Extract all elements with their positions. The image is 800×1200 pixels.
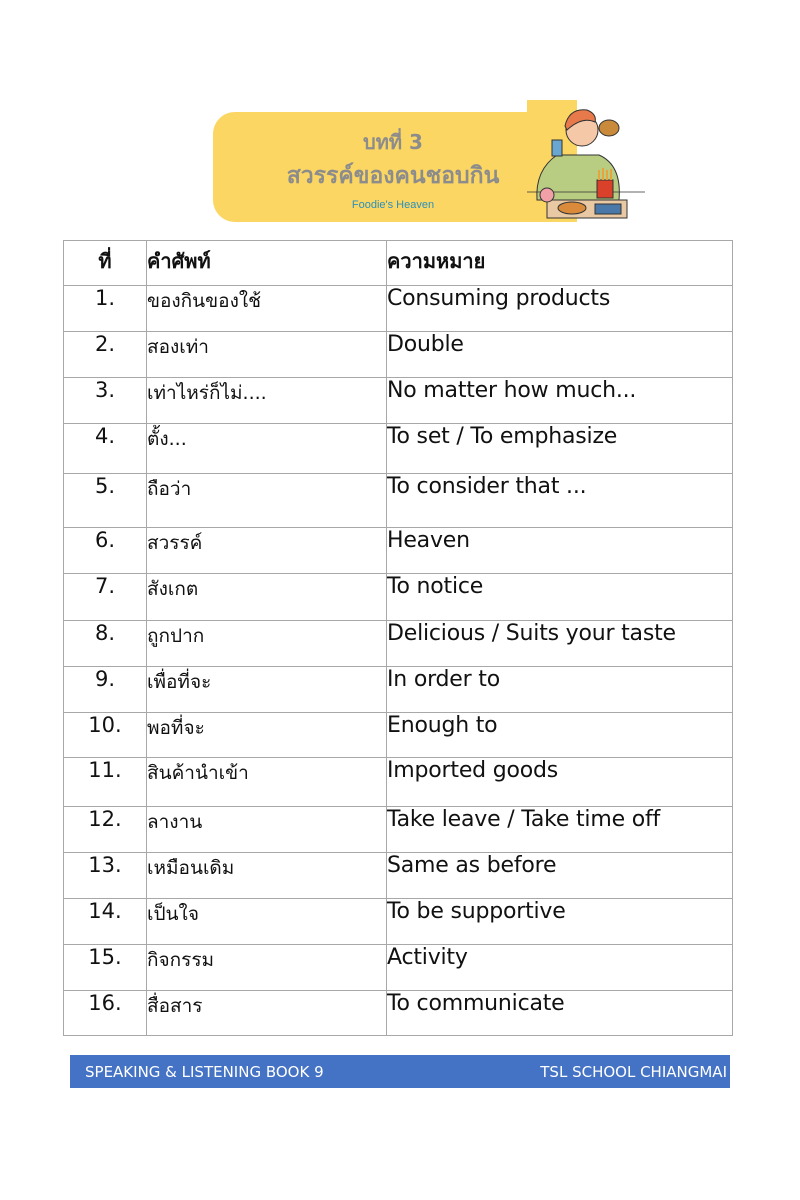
row-number: 2.: [64, 332, 147, 378]
table-row: [64, 286, 733, 332]
table-row: [64, 574, 733, 621]
table-header-row: [64, 241, 733, 286]
table-row: [64, 991, 733, 1036]
row-number: 6.: [64, 528, 147, 574]
row-thai-word: สินค้านำเข้า: [147, 758, 387, 807]
row-number: 13.: [64, 853, 147, 899]
table-row: [64, 899, 733, 945]
row-number: 3.: [64, 378, 147, 424]
row-thai-word: พอที่จะ: [147, 713, 387, 758]
lesson-title-english: Foodie's Heaven: [351, 199, 435, 211]
table-row: [64, 807, 733, 853]
row-meaning: To communicate: [387, 991, 733, 1036]
row-thai-word: เหมือนเดิม: [147, 853, 387, 899]
lesson-banner: [213, 112, 573, 222]
lesson-number: บทที่ 3: [363, 130, 423, 154]
row-thai-word: ถูกปาก: [147, 621, 387, 667]
row-number: 14.: [64, 899, 147, 945]
row-thai-word: สื่อสาร: [147, 991, 387, 1036]
row-number: 15.: [64, 945, 147, 991]
row-meaning: To set / To emphasize: [387, 424, 733, 474]
table-row: [64, 332, 733, 378]
row-number: 1.: [64, 286, 147, 332]
table-row: [64, 713, 733, 758]
row-thai-word: เพื่อที่จะ: [147, 667, 387, 713]
row-thai-word: กิจกรรม: [147, 945, 387, 991]
row-thai-word: เป็นใจ: [147, 899, 387, 945]
table-row: [64, 758, 733, 807]
row-number: 9.: [64, 667, 147, 713]
row-meaning: To consider that ...: [387, 474, 733, 528]
table-row: [64, 424, 733, 474]
row-meaning: No matter how much...: [387, 378, 733, 424]
footer-book-title: SPEAKING & LISTENING BOOK 9: [85, 1063, 324, 1081]
row-thai-word: ถือว่า: [147, 474, 387, 528]
header-meaning: ความหมาย: [387, 241, 733, 286]
row-number: 11.: [64, 758, 147, 807]
row-number: 7.: [64, 574, 147, 621]
table-row: [64, 667, 733, 713]
row-thai-word: ตั้ง...: [147, 424, 387, 474]
row-meaning: Enough to: [387, 713, 733, 758]
row-number: 4.: [64, 424, 147, 474]
row-thai-word: ของกินของใช้: [147, 286, 387, 332]
row-number: 8.: [64, 621, 147, 667]
page-footer: [70, 1055, 730, 1088]
table-row: [64, 378, 733, 424]
row-meaning: Heaven: [387, 528, 733, 574]
row-thai-word: สังเกต: [147, 574, 387, 621]
table-row: [64, 474, 733, 528]
row-number: 12.: [64, 807, 147, 853]
row-thai-word: สองเท่า: [147, 332, 387, 378]
lesson-title-thai: สวรรค์ของคนชอบกิน: [286, 163, 500, 189]
vocabulary-table: [63, 240, 733, 1036]
row-meaning: Imported goods: [387, 758, 733, 807]
row-meaning: Activity: [387, 945, 733, 991]
row-meaning: Consuming products: [387, 286, 733, 332]
table-row: [64, 528, 733, 574]
header-number: ที่: [64, 241, 147, 286]
row-thai-word: ลางาน: [147, 807, 387, 853]
row-thai-word: สวรรค์: [147, 528, 387, 574]
person-eating-illustration-icon: [527, 100, 645, 225]
row-number: 16.: [64, 991, 147, 1036]
row-number: 10.: [64, 713, 147, 758]
row-meaning: Same as before: [387, 853, 733, 899]
row-meaning: Delicious / Suits your taste: [387, 621, 733, 667]
row-meaning: Take leave / Take time off: [387, 807, 733, 853]
table-row: [64, 945, 733, 991]
row-meaning: In order to: [387, 667, 733, 713]
row-meaning: To be supportive: [387, 899, 733, 945]
table-row: [64, 853, 733, 899]
row-meaning: To notice: [387, 574, 733, 621]
row-number: 5.: [64, 474, 147, 528]
header-vocabulary: คำศัพท์: [147, 241, 387, 286]
row-thai-word: เท่าไหร่ก็ไม่....: [147, 378, 387, 424]
footer-school-name: TSL SCHOOL CHIANGMAI: [540, 1063, 727, 1081]
row-meaning: Double: [387, 332, 733, 378]
table-row: [64, 621, 733, 667]
